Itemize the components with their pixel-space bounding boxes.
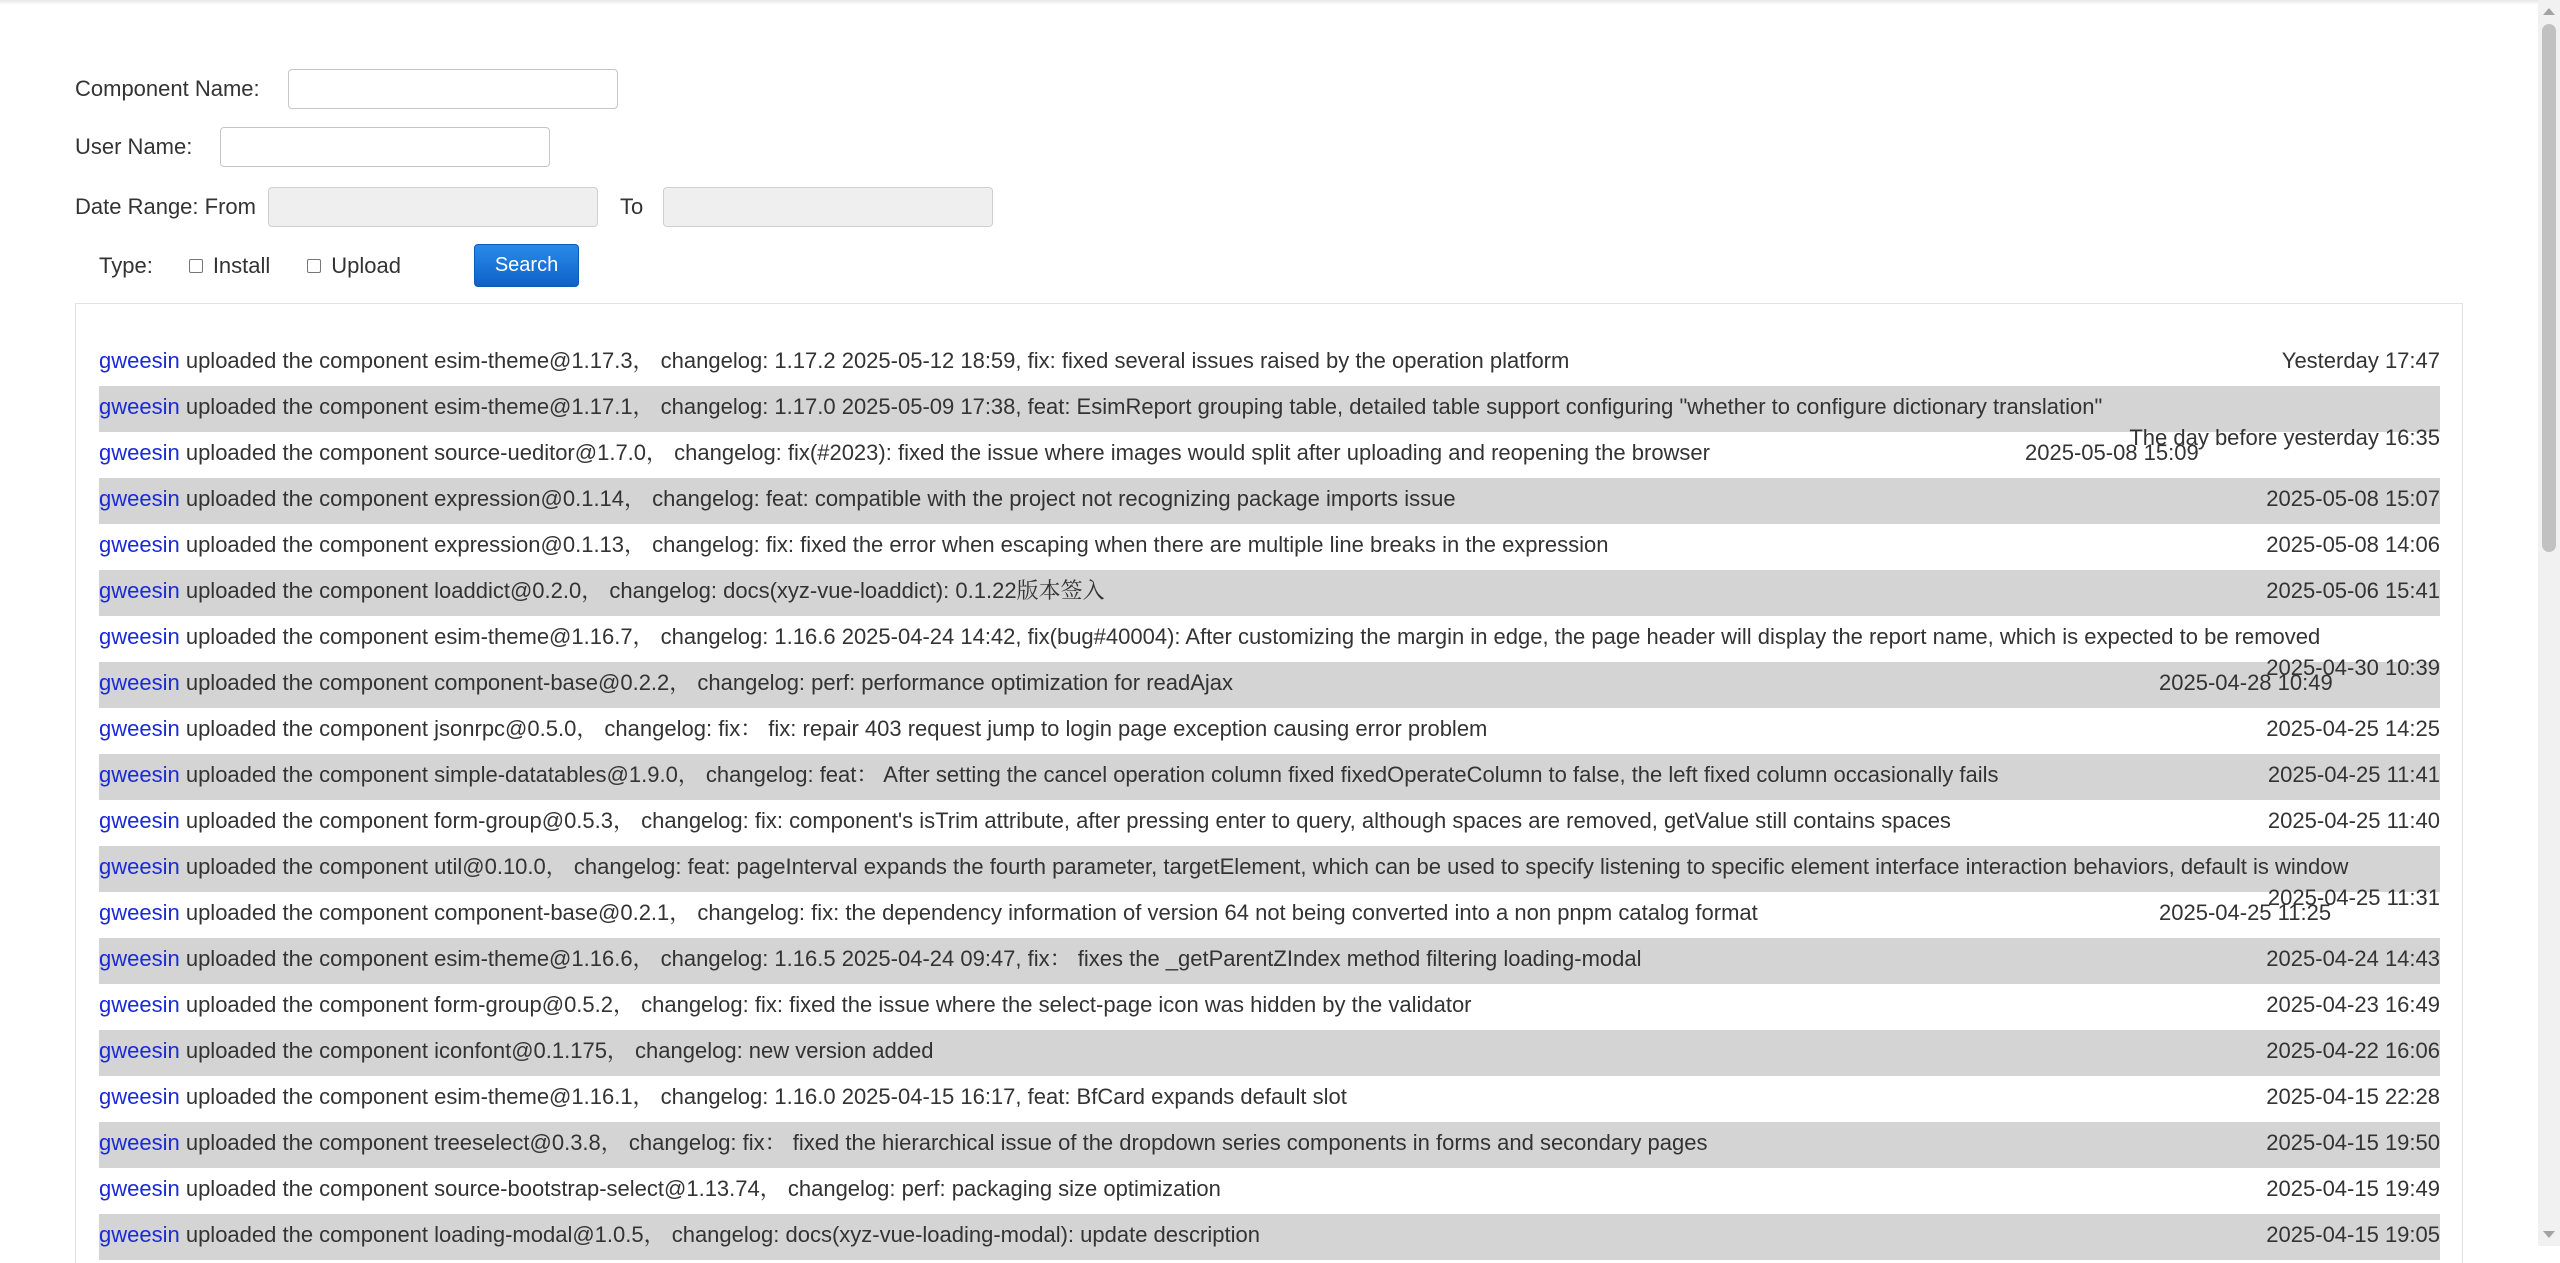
user-link[interactable]: gweesin bbox=[99, 348, 180, 373]
record-time: The day before yesterday 16:35 bbox=[2129, 425, 2440, 450]
record-text: uploaded the component esim-theme@1.17.1， changelog: 1.17.0 2025-05-09 17:38, feat: EsimReport grouping table, detailed table support configuring "whether to configure dictionary translation" bbox=[179, 394, 2103, 419]
user-name-label: User Name: bbox=[75, 134, 193, 159]
scroll-down-arrow-icon[interactable] bbox=[2543, 1231, 2555, 1238]
component-name-input[interactable] bbox=[288, 69, 618, 109]
user-link[interactable]: gweesin bbox=[99, 946, 180, 971]
scroll-up-arrow-icon[interactable] bbox=[2543, 8, 2555, 15]
record-text: uploaded the component iconfont@0.1.175， changelog: new version added bbox=[179, 1038, 934, 1063]
user-link[interactable]: gweesin bbox=[99, 992, 180, 1017]
list-item bbox=[99, 616, 2440, 662]
record-text: uploaded the component jsonrpc@0.5.0， changelog: fix： fix: repair 403 request jump to login page exception causing error problem bbox=[179, 716, 1488, 741]
top-shadow bbox=[0, 0, 2538, 5]
record-text: uploaded the component loaddict@0.2.0， changelog: docs(xyz-vue-loaddict): 0.1.22版本签入 bbox=[179, 578, 1105, 603]
list-item bbox=[99, 386, 2440, 432]
type-row bbox=[99, 244, 579, 287]
user-link[interactable]: gweesin bbox=[99, 900, 180, 925]
record-time: 2025-05-08 14:06 bbox=[2266, 532, 2440, 557]
list-item bbox=[99, 1122, 2440, 1168]
list-item bbox=[99, 754, 2440, 800]
record-time: 2025-04-15 19:49 bbox=[2266, 1176, 2440, 1201]
component-name-row bbox=[75, 69, 618, 109]
record-time: 2025-04-15 19:50 bbox=[2266, 1130, 2440, 1155]
list-item bbox=[99, 478, 2440, 524]
record-time: 2025-04-25 11:40 bbox=[2267, 808, 2440, 833]
type-label: Type: bbox=[99, 252, 153, 278]
record-text: uploaded the component esim-theme@1.16.6， changelog: 1.16.5 2025-04-24 09:47, fix： fixes the _getParentZIndex method filtering loading-modal bbox=[179, 946, 1642, 971]
record-time: 2025-05-08 15:07 bbox=[2266, 486, 2440, 511]
user-link[interactable]: gweesin bbox=[99, 762, 180, 787]
record-text: uploaded the component source-bootstrap-select@1.13.74， changelog: perf: packaging size optimization bbox=[179, 1176, 1221, 1201]
record-text: uploaded the component treeselect@0.3.8， changelog: fix： fixed the hierarchical issue of the dropdown series components in forms and secondary pages bbox=[179, 1130, 1708, 1155]
list-item bbox=[99, 570, 2440, 616]
record-time: 2025-04-30 10:39 bbox=[2266, 655, 2440, 680]
user-link[interactable]: gweesin bbox=[99, 394, 180, 419]
list-item bbox=[99, 425, 2440, 478]
record-time-secondary: 2025-04-28 10:49 bbox=[2159, 670, 2333, 695]
record-text: uploaded the component form-group@0.5.3， changelog: fix: component's isTrim attribute, after pressing enter to query, although spaces are removed, getValue still contains spaces bbox=[179, 808, 1951, 833]
record-time: 2025-04-24 14:43 bbox=[2266, 946, 2440, 971]
user-link[interactable]: gweesin bbox=[99, 808, 180, 833]
user-link[interactable]: gweesin bbox=[99, 532, 180, 557]
component-name-label: Component Name: bbox=[75, 76, 260, 101]
record-time: Yesterday 17:47 bbox=[2281, 348, 2440, 373]
list-item bbox=[99, 846, 2440, 892]
record-time: 2025-05-06 15:41 bbox=[2266, 578, 2440, 603]
record-time: 2025-04-15 22:28 bbox=[2266, 1084, 2440, 1109]
record-text: uploaded the component esim-theme@1.17.3， changelog: 1.17.2 2025-05-12 18:59, fix: fixed several issues raised by the operation platform bbox=[179, 348, 1570, 373]
list-item bbox=[99, 984, 2440, 1030]
user-link[interactable]: gweesin bbox=[99, 440, 180, 465]
record-text: uploaded the component util@0.10.0， changelog: feat: pageInterval expands the fourth parameter, targetElement, which can be used to specify listening to specific element interface interaction behaviors, default is window bbox=[179, 854, 2349, 879]
record-time: 2025-04-22 16:06 bbox=[2266, 1038, 2440, 1063]
record-time: 2025-04-23 16:49 bbox=[2266, 992, 2440, 1017]
list-item bbox=[99, 1214, 2440, 1260]
user-link[interactable]: gweesin bbox=[99, 624, 180, 649]
list-item bbox=[99, 800, 2440, 846]
user-link[interactable]: gweesin bbox=[99, 670, 180, 695]
user-name-input[interactable] bbox=[220, 127, 550, 167]
user-link[interactable]: gweesin bbox=[99, 716, 180, 741]
record-text: uploaded the component esim-theme@1.16.7， changelog: 1.16.6 2025-04-24 14:42, fix(bug#40004): After customizing the margin in edge, the page header will display the report name, which is expected to be removed bbox=[179, 624, 2321, 649]
install-label: Install bbox=[212, 252, 271, 278]
record-text: uploaded the component form-group@0.5.2， changelog: fix: fixed the issue where the select-page icon was hidden by the validator bbox=[179, 992, 1472, 1017]
record-time: 2025-04-25 14:25 bbox=[2266, 716, 2440, 741]
user-link[interactable]: gweesin bbox=[99, 1130, 180, 1155]
records-list bbox=[99, 340, 2440, 1260]
list-item bbox=[99, 655, 2440, 708]
user-link[interactable]: gweesin bbox=[99, 578, 180, 603]
record-time-secondary: 2025-04-25 11:25 bbox=[2159, 900, 2332, 925]
upload-label: Upload bbox=[331, 252, 402, 278]
user-link[interactable]: gweesin bbox=[99, 854, 180, 879]
record-text: uploaded the component component-base@0.2.2， changelog: perf: performance optimization for readAjax bbox=[179, 670, 1234, 695]
search-button[interactable]: Search bbox=[474, 244, 579, 287]
record-text: uploaded the component loading-modal@1.0.5， changelog: docs(xyz-vue-loading-modal): update description bbox=[179, 1222, 1260, 1247]
list-item bbox=[99, 1076, 2440, 1122]
upload-checkbox[interactable] bbox=[307, 259, 321, 273]
vertical-scrollbar[interactable] bbox=[2538, 0, 2560, 1246]
date-to-input[interactable] bbox=[663, 187, 993, 227]
user-link[interactable]: gweesin bbox=[99, 1176, 180, 1201]
user-link[interactable]: gweesin bbox=[99, 486, 180, 511]
user-link[interactable]: gweesin bbox=[99, 1084, 180, 1109]
list-item bbox=[99, 1030, 2440, 1076]
record-text: uploaded the component expression@0.1.14， changelog: feat: compatible with the project not recognizing package imports issue bbox=[179, 486, 1456, 511]
list-item bbox=[99, 885, 2440, 938]
list-item bbox=[99, 1168, 2440, 1214]
date-from-label: Date Range: From bbox=[75, 194, 256, 219]
user-link[interactable]: gweesin bbox=[99, 1222, 180, 1247]
install-checkbox[interactable] bbox=[189, 259, 203, 273]
list-item bbox=[99, 340, 2440, 386]
scrollbar-thumb[interactable] bbox=[2542, 24, 2556, 552]
record-time-secondary: 2025-05-08 15:09 bbox=[2025, 440, 2199, 465]
record-time: 2025-04-25 11:31 bbox=[2267, 885, 2440, 910]
record-text: uploaded the component source-ueditor@1.7.0， changelog: fix(#2023): fixed the issue where images would split after uploading and reopening the browser bbox=[179, 440, 1710, 465]
record-text: uploaded the component expression@0.1.13， changelog: fix: fixed the error when escaping when there are multiple line breaks in the expression bbox=[179, 532, 1609, 557]
record-text: uploaded the component simple-datatables@1.9.0， changelog: feat： After setting the cancel operation column fixed fixedOperateColumn to false, the left fixed column occasionally fails bbox=[179, 762, 1999, 787]
user-name-row bbox=[75, 127, 550, 167]
user-link[interactable]: gweesin bbox=[99, 1038, 180, 1063]
record-time: 2025-04-25 11:41 bbox=[2267, 762, 2440, 787]
date-to-label: To bbox=[619, 194, 644, 219]
date-from-input[interactable] bbox=[268, 187, 598, 227]
record-text: uploaded the component component-base@0.2.1， changelog: fix: the dependency information of version 64 not being converted into a non pnpm catalog format bbox=[179, 900, 1758, 925]
date-range-row bbox=[75, 187, 993, 227]
record-time: 2025-04-15 19:05 bbox=[2266, 1222, 2440, 1247]
records-panel bbox=[75, 303, 2463, 1263]
list-item bbox=[99, 524, 2440, 570]
record-text: uploaded the component esim-theme@1.16.1， changelog: 1.16.0 2025-04-15 16:17, feat: BfCard expands default slot bbox=[179, 1084, 1347, 1109]
list-item bbox=[99, 708, 2440, 754]
list-item bbox=[99, 938, 2440, 984]
